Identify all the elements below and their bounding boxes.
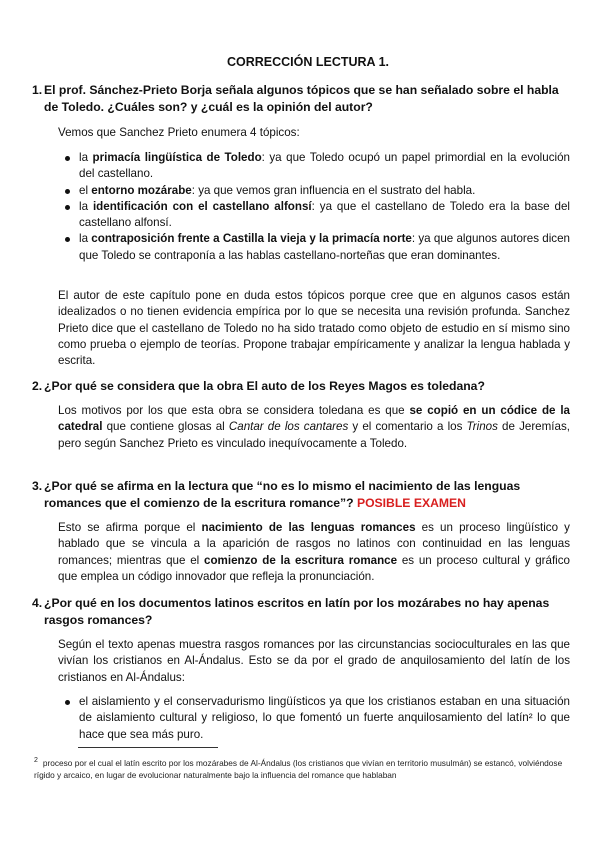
bullet-icon: [65, 189, 70, 194]
question-text: El prof. Sánchez-Prieto Borja señala algunos tópicos que se han señalado sobre el habla de Toledo. ¿Cuáles son? y ¿cuál es la opinión del autor?: [44, 83, 559, 114]
list-item: la primacía lingüística de Toledo: ya que Toledo ocupó un papel primordial en la evolución del castellano.: [58, 150, 570, 183]
bullet-icon: [65, 205, 70, 210]
footnote-text: proceso por el cual el latín escrito por los mozárabes de Al-Ándalus (los cristianos que vivían en territorio musulmán) se estancó, volviéndose rígido y arcaico, en lugar de evolucionar naturalmente bajo la influencia del romance que hablaban: [34, 757, 563, 781]
q4-answer: Según el texto apenas muestra rasgos romances por las circunstancias socioculturales en las que vivían los cristianos en Al-Ándalus. Esto se da por el grado de anquilosamiento del latín de los cristianos en Al-Ándalus:: [58, 638, 570, 684]
question-number: 2.: [32, 379, 43, 393]
list-item: la contraposición frente a Castilla la vieja y la primacía norte: ya que algunos autores dicen que Toledo se contraponía a las hablas castellano-norteñas que eran dominantes.: [58, 231, 570, 264]
q1-topics-list: [58, 150, 570, 264]
question-4: [32, 595, 570, 629]
question-text: ¿Por qué en los documentos latinos escritos en latín por los mozárabes no hay apenas rasgos romances?: [44, 596, 550, 627]
bullet-icon: [65, 156, 70, 161]
page-title: CORRECCIÓN LECTURA 1.: [226, 55, 390, 69]
footnote-separator: [78, 747, 218, 748]
question-3: [32, 478, 570, 512]
question-1: [32, 82, 570, 116]
q1-intro: Vemos que Sanchez Prieto enumera 4 tópicos:: [58, 126, 300, 139]
exam-tag: POSIBLE EXAMEN: [356, 496, 466, 510]
list-item: la identificación con el castellano alfonsí: ya que el castellano de Toledo era la base del castellano alfonsí.: [58, 199, 570, 232]
q2-answer: Los motivos por los que esta obra se considera toledana es que se copió en un códice de la catedral que contiene glosas al Cantar de los cantares y el comentario a los Trinos de Jeremías, pero según Sanchez Prieto es vinculado inequívocamente a Toledo.: [58, 404, 570, 450]
footnote-mark: 2: [34, 757, 38, 764]
question-text: ¿Por qué se afirma en la lectura que “no es lo mismo el nacimiento de las lenguas romances que el comienzo de la escritura romance”? POSIBLE EXAMEN: [44, 479, 521, 510]
q1-answer: El autor de este capítulo pone en duda estos tópicos porque cree que en algunos casos están idealizados o no tienen evidencia empírica por lo que se necesita una revisión profunda. Sanchez Prieto dice que el castellano de Toledo no ha sido tratado como objeto de estudio en sí mismo sino como prueba o ejemplo de teorías. Propone trabajar empíricamente y analizar la lengua hablada y escrita.: [58, 289, 570, 368]
bullet-icon: [65, 700, 70, 705]
question-2: [32, 378, 570, 395]
list-item: el entorno mozárabe: ya que vemos gran influencia en el sustrato del habla.: [58, 183, 570, 199]
question-number: 3.: [32, 479, 43, 493]
footnote: [34, 755, 574, 782]
q4-list: [58, 694, 570, 743]
list-item: el aislamiento y el conservadurismo lingüísticos ya que los cristianos estaban en una situación de aislamiento cultural y religioso, lo que fomentó un fuerte anquilosamiento del latín² lo que hace que sea más puro.: [58, 694, 570, 743]
bullet-icon: [65, 237, 70, 242]
question-text: ¿Por qué se considera que la obra El auto de los Reyes Magos es toledana?: [44, 379, 485, 393]
question-number: 4.: [32, 596, 43, 610]
question-number: 1.: [32, 83, 43, 97]
q3-answer: Esto se afirma porque el nacimiento de las lenguas romances es un proceso lingüístico y hablado que se vincula a la aparición de rasgos no latinos con continuidad en las lenguas romances; mientras que el comienzo de la escritura romance es un proceso cultural y gráfico que emplea un código innovador que refleja la pronunciación.: [58, 521, 571, 583]
